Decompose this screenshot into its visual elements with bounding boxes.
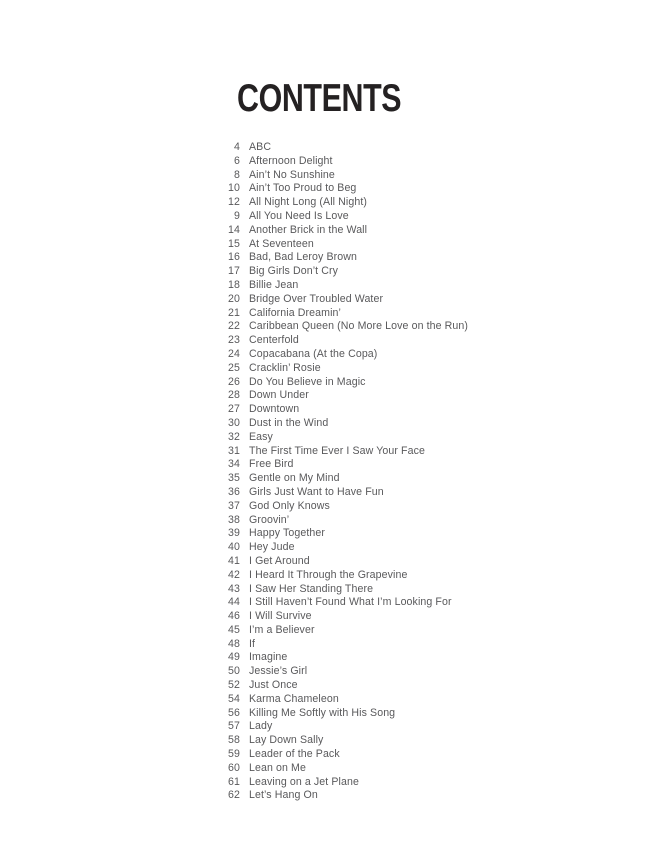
contents-entry bbox=[202, 196, 468, 210]
entry-song-title: Copacabana (At the Copa) bbox=[249, 347, 378, 360]
contents-entry bbox=[202, 376, 468, 390]
entry-song-title: Bridge Over Troubled Water bbox=[249, 292, 384, 305]
entry-page-number: 18 bbox=[228, 278, 240, 291]
contents-entry bbox=[202, 458, 468, 472]
entry-song-title: Groovin’ bbox=[249, 513, 290, 526]
entry-song-title: California Dreamin’ bbox=[249, 306, 341, 319]
entry-song-title: Do You Believe in Magic bbox=[249, 375, 366, 388]
entry-song-title: Killing Me Softly with His Song bbox=[249, 706, 396, 719]
entry-song-title: Karma Chameleon bbox=[249, 692, 339, 705]
entry-page-number: 20 bbox=[228, 292, 240, 305]
entry-page-number: 59 bbox=[228, 748, 240, 761]
entry-song-title: Afternoon Delight bbox=[249, 154, 333, 167]
contents-entry bbox=[202, 596, 468, 610]
entry-page-number: 43 bbox=[228, 582, 240, 595]
entry-page-number: 6 bbox=[234, 154, 240, 167]
entry-page-number: 44 bbox=[228, 596, 240, 609]
entry-page-number: 36 bbox=[228, 485, 240, 498]
entry-page-number: 31 bbox=[228, 444, 240, 457]
entry-page-number: 50 bbox=[228, 665, 240, 678]
entry-page-number: 38 bbox=[228, 513, 240, 526]
contents-entry bbox=[202, 789, 468, 803]
entry-page-number: 46 bbox=[228, 610, 240, 623]
contents-entry bbox=[202, 431, 468, 445]
entry-page-number: 48 bbox=[228, 637, 240, 650]
entry-song-title: Imagine bbox=[249, 651, 288, 664]
contents-entry bbox=[202, 762, 468, 776]
entry-page-number: 34 bbox=[228, 458, 240, 471]
entry-page-number: 41 bbox=[228, 554, 240, 567]
entry-song-title: Girls Just Want to Have Fun bbox=[249, 485, 384, 498]
contents-entry bbox=[202, 527, 468, 541]
contents-entry bbox=[202, 389, 468, 403]
page-title: CONTENTS bbox=[237, 77, 402, 120]
entry-page-number: 54 bbox=[228, 692, 240, 705]
entry-song-title: Billie Jean bbox=[249, 278, 299, 291]
entry-song-title: Easy bbox=[249, 430, 273, 443]
contents-entry bbox=[202, 720, 468, 734]
contents-entry bbox=[202, 748, 468, 762]
entry-song-title: Another Brick in the Wall bbox=[249, 223, 368, 236]
entry-page-number: 52 bbox=[228, 679, 240, 692]
entry-page-number: 9 bbox=[234, 209, 240, 222]
entry-page-number: 27 bbox=[228, 403, 240, 416]
contents-entry bbox=[202, 665, 468, 679]
contents-entry bbox=[202, 583, 468, 597]
entry-song-title: Let’s Hang On bbox=[249, 789, 318, 802]
entry-page-number: 25 bbox=[228, 361, 240, 374]
entry-song-title: At Seventeen bbox=[249, 237, 314, 250]
contents-entry bbox=[202, 707, 468, 721]
entry-page-number: 42 bbox=[228, 568, 240, 581]
contents-entry bbox=[202, 555, 468, 569]
entry-page-number: 62 bbox=[228, 789, 240, 802]
entry-page-number: 32 bbox=[228, 430, 240, 443]
entry-page-number: 37 bbox=[228, 499, 240, 512]
contents-entry bbox=[202, 403, 468, 417]
entry-song-title: Big Girls Don’t Cry bbox=[249, 265, 339, 278]
contents-entry bbox=[202, 693, 468, 707]
entry-song-title: Lay Down Sally bbox=[249, 734, 324, 747]
contents-entry bbox=[202, 307, 468, 321]
entry-page-number: 58 bbox=[228, 734, 240, 747]
entry-song-title: Hey Jude bbox=[249, 541, 295, 554]
contents-entry bbox=[202, 224, 468, 238]
entry-song-title: All You Need Is Love bbox=[249, 209, 349, 222]
contents-entry bbox=[202, 182, 468, 196]
contents-entry bbox=[202, 141, 468, 155]
contents-entry bbox=[202, 651, 468, 665]
contents-entry bbox=[202, 610, 468, 624]
contents-entry bbox=[202, 624, 468, 638]
contents-entry bbox=[202, 679, 468, 693]
entry-page-number: 26 bbox=[228, 375, 240, 388]
entry-page-number: 28 bbox=[228, 389, 240, 402]
contents-entry bbox=[202, 279, 468, 293]
entry-page-number: 49 bbox=[228, 651, 240, 664]
entry-song-title: Bad, Bad Leroy Brown bbox=[249, 251, 357, 264]
contents-entry bbox=[202, 320, 468, 334]
contents-entry bbox=[202, 638, 468, 652]
entry-song-title: I Heard It Through the Grapevine bbox=[249, 568, 408, 581]
contents-entry bbox=[202, 734, 468, 748]
entry-page-number: 21 bbox=[228, 306, 240, 319]
contents-list bbox=[202, 141, 468, 803]
contents-entry bbox=[202, 417, 468, 431]
entry-song-title: Ain’t Too Proud to Beg bbox=[249, 182, 357, 195]
entry-page-number: 12 bbox=[228, 196, 240, 209]
entry-song-title: The First Time Ever I Saw Your Face bbox=[249, 444, 426, 457]
contents-entry bbox=[202, 210, 468, 224]
contents-entry bbox=[202, 169, 468, 183]
entry-page-number: 23 bbox=[228, 334, 240, 347]
entry-song-title: All Night Long (All Night) bbox=[249, 196, 368, 209]
contents-entry bbox=[202, 541, 468, 555]
entry-page-number: 60 bbox=[228, 761, 240, 774]
entry-song-title: If bbox=[249, 637, 256, 650]
contents-entry bbox=[202, 486, 468, 500]
entry-page-number: 10 bbox=[228, 182, 240, 195]
entry-page-number: 17 bbox=[228, 265, 240, 278]
contents-entry bbox=[202, 293, 468, 307]
entry-song-title: Ain’t No Sunshine bbox=[249, 168, 335, 181]
entry-page-number: 14 bbox=[228, 223, 240, 236]
entry-song-title: Lean on Me bbox=[249, 761, 306, 774]
entry-song-title: I Saw Her Standing There bbox=[249, 582, 374, 595]
entry-page-number: 35 bbox=[228, 472, 240, 485]
entry-song-title: Dust in the Wind bbox=[249, 416, 329, 429]
entry-page-number: 4 bbox=[234, 141, 240, 153]
entry-song-title: Down Under bbox=[249, 389, 309, 402]
entry-page-number: 24 bbox=[228, 347, 240, 360]
contents-entry bbox=[202, 334, 468, 348]
entry-song-title: I Still Haven’t Found What I’m Looking For bbox=[249, 596, 452, 609]
contents-entry bbox=[202, 265, 468, 279]
entry-page-number: 22 bbox=[228, 320, 240, 333]
contents-entry bbox=[202, 514, 468, 528]
entry-song-title: Gentle on My Mind bbox=[249, 472, 340, 485]
entry-page-number: 61 bbox=[228, 775, 240, 788]
contents-entry bbox=[202, 500, 468, 514]
contents-entry bbox=[202, 776, 468, 790]
entry-song-title: Free Bird bbox=[249, 458, 294, 471]
entry-song-title: Jessie’s Girl bbox=[249, 665, 308, 678]
entry-page-number: 39 bbox=[228, 527, 240, 540]
contents-entry bbox=[202, 251, 468, 265]
entry-song-title: Caribbean Queen (No More Love on the Run) bbox=[249, 320, 469, 333]
contents-entry bbox=[202, 362, 468, 376]
entry-song-title: Centerfold bbox=[249, 334, 299, 347]
entry-song-title: I’m a Believer bbox=[249, 623, 315, 636]
entry-song-title: God Only Knows bbox=[249, 499, 330, 512]
entry-song-title: I Get Around bbox=[249, 554, 310, 567]
entry-song-title: Lady bbox=[249, 720, 273, 733]
entry-song-title: Downtown bbox=[249, 403, 300, 416]
entry-page-number: 40 bbox=[228, 541, 240, 554]
contents-entry bbox=[202, 569, 468, 583]
entry-page-number: 57 bbox=[228, 720, 240, 733]
contents-entry bbox=[202, 348, 468, 362]
contents-entry bbox=[202, 155, 468, 169]
contents-entry bbox=[202, 238, 468, 252]
contents-entry bbox=[202, 472, 468, 486]
entry-page-number: 15 bbox=[228, 237, 240, 250]
entry-page-number: 30 bbox=[228, 416, 240, 429]
entry-page-number: 8 bbox=[234, 168, 240, 181]
entry-song-title: I Will Survive bbox=[249, 610, 312, 623]
entry-page-number: 56 bbox=[228, 706, 240, 719]
entry-song-title: Leaving on a Jet Plane bbox=[249, 775, 359, 788]
contents-entry bbox=[202, 445, 468, 459]
entry-song-title: Leader of the Pack bbox=[249, 748, 340, 761]
entry-page-number: 45 bbox=[228, 623, 240, 636]
entry-song-title: ABC bbox=[249, 141, 272, 153]
entry-song-title: Cracklin’ Rosie bbox=[249, 361, 321, 374]
entry-page-number: 16 bbox=[228, 251, 240, 264]
entry-song-title: Just Once bbox=[249, 679, 298, 692]
entry-song-title: Happy Together bbox=[249, 527, 326, 540]
